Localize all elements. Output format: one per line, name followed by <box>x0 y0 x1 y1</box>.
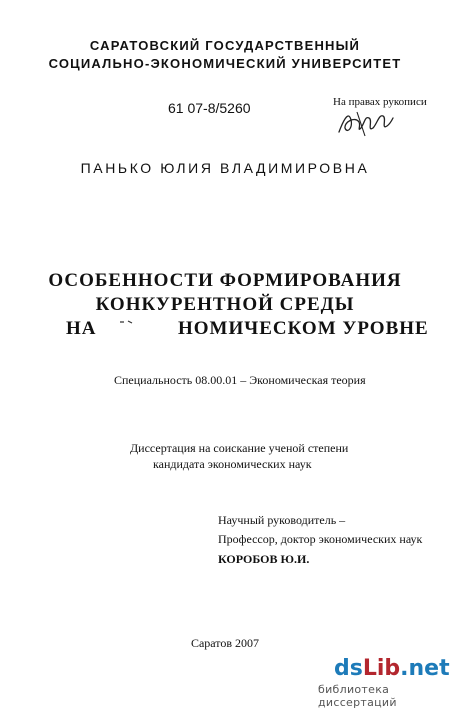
scan-artifact <box>118 320 138 328</box>
watermark-logo-part3: .net <box>400 656 450 681</box>
author-name: ПАНЬКО ЮЛИЯ ВЛАДИМИРОВНА <box>80 160 370 176</box>
signature-image <box>335 106 395 140</box>
watermark-logo-part1: ds <box>334 656 363 681</box>
place-year: Саратов 2007 <box>190 636 260 650</box>
dissertation-line-2: кандидата экономических наук <box>153 457 312 471</box>
supervisor-label: Научный руководитель – <box>218 513 346 527</box>
rights-note: На правах рукописи <box>333 96 427 108</box>
catalog-number: 61 07-8/5260 <box>168 100 251 116</box>
title-line-3-left: НА <box>66 318 97 339</box>
supervisor-title: Профессор, доктор экономических наук <box>218 532 423 546</box>
watermark-subtitle: библиотека диссертаций <box>318 683 397 709</box>
title-line-3-right: НОМИЧЕСКОМ УРОВНЕ <box>178 318 429 339</box>
dissertation-line-1: Диссертация на соискание ученой степени <box>130 441 349 455</box>
title-line-1: ОСОБЕННОСТИ ФОРМИРОВАНИЯ <box>48 270 402 291</box>
university-line-2: СОЦИАЛЬНО-ЭКОНОМИЧЕСКИЙ УНИВЕРСИТЕТ <box>48 56 402 71</box>
watermark-logo-part2: Lib <box>362 656 401 681</box>
university-line-1: САРАТОВСКИЙ ГОСУДАРСТВЕННЫЙ <box>89 38 361 53</box>
title-line-2: КОНКУРЕНТНОЙ СРЕДЫ <box>95 294 355 315</box>
watermark-logo <box>334 656 450 681</box>
specialty-line: Специальность 08.00.01 – Экономическая теория <box>114 373 366 387</box>
supervisor-name: КОРОБОВ Ю.И. <box>218 552 310 566</box>
